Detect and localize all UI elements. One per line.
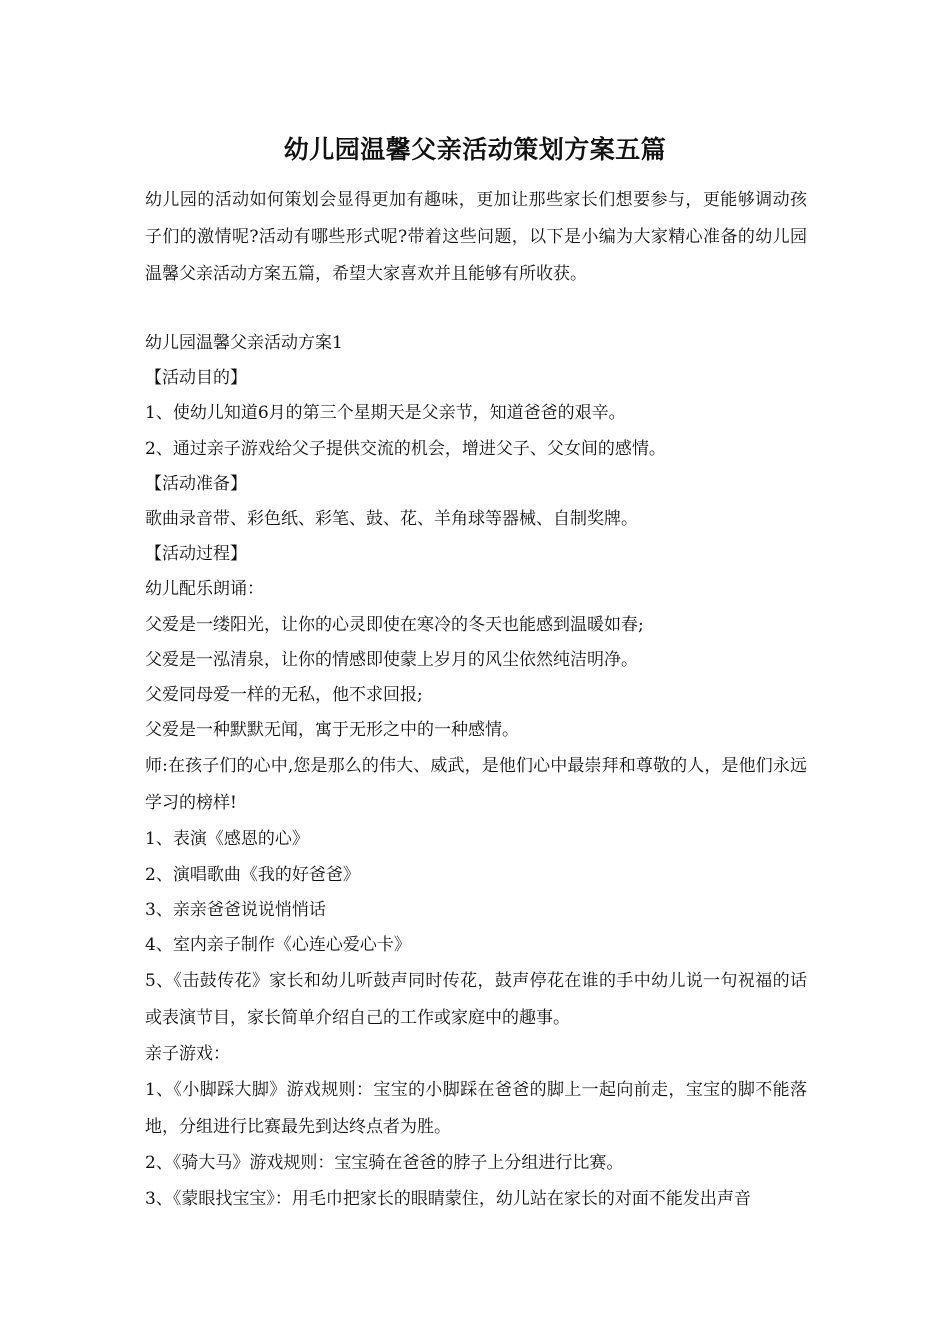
- poem-line-4: 父爱是一种默默无闻，寓于无形之中的一种感情。: [145, 720, 519, 741]
- document-title: 幼儿园温馨父亲活动策划方案五篇: [283, 135, 667, 164]
- prep-text: 歌曲录音带、彩色纸、彩笔、鼓、花、羊角球等器械、自制奖牌。: [145, 509, 638, 530]
- poem-line-2: 父爱是一泓清泉，让你的情感即使蒙上岁月的风尘依然纯洁明净。: [145, 649, 638, 670]
- recite-label: 幼儿配乐朗诵：: [145, 579, 264, 600]
- intro-paragraph: 幼儿园的活动如何策划会显得更加有趣味，更加让那些家长们想要参与，更能够调动孩子们的激情呢?活动有哪些形式呢?带着这些问题，以下是小编为大家精心准备的幼儿园温馨父亲活动方案五篇，希望大家喜欢并且能够有所收获。: [145, 190, 807, 284]
- poem-line-3: 父爱同母爱一样的无私，他不求回报;: [145, 685, 423, 706]
- poem-line-1: 父爱是一缕阳光，让你的心灵即使在寒冷的冬天也能感到温暖如春;: [145, 614, 644, 635]
- program-item-5: 5、《击鼓传花》家长和幼儿听鼓声同时传花，鼓声停花在谁的手中幼儿说一句祝福的话或表演节目，家长简单介绍自己的工作或家庭中的趣事。: [145, 971, 807, 1029]
- goal-heading: 【活动目的】: [145, 368, 247, 389]
- program-item-4: 4、室内亲子制作《心连心爱心卡》: [145, 935, 411, 956]
- program-item-2: 2、演唱歌曲《我的好爸爸》: [145, 864, 360, 885]
- game-item-2: 2、《骑大马》游戏规则：宝宝骑在爸爸的脖子上分组进行比赛。: [145, 1153, 624, 1174]
- prep-heading: 【活动准备】: [145, 473, 247, 494]
- games-label: 亲子游戏：: [145, 1044, 230, 1065]
- goal-item-1: 1、使幼儿知道6月的第三个星期天是父亲节，知道爸爸的艰辛。: [145, 403, 626, 424]
- program-item-1: 1、表演《感恩的心》: [145, 829, 309, 850]
- goal-item-2: 2、通过亲子游戏给父子提供交流的机会，增进父子、父女间的感情。: [145, 438, 666, 459]
- process-heading: 【活动过程】: [145, 544, 247, 565]
- section-title: 幼儿园温馨父亲活动方案1: [145, 333, 343, 353]
- program-item-3: 3、亲亲爸爸说说悄悄话: [145, 899, 326, 920]
- teacher-paragraph: 师:在孩子们的心中,您是那么的伟大、威武，是他们心中最崇拜和尊敬的人，是他们永远学习的榜样!: [145, 756, 807, 814]
- game-item-3: 3、《蒙眼找宝宝》：用毛巾把家长的眼睛蒙住，幼儿站在家长的对面不能发出声音: [145, 1188, 751, 1209]
- game-item-1: 1、《小脚踩大脚》游戏规则：宝宝的小脚踩在爸爸的脚上一起向前走，宝宝的脚不能落地，分组进行比赛最先到达终点者为胜。: [145, 1080, 807, 1138]
- document-body: [145, 326, 807, 1217]
